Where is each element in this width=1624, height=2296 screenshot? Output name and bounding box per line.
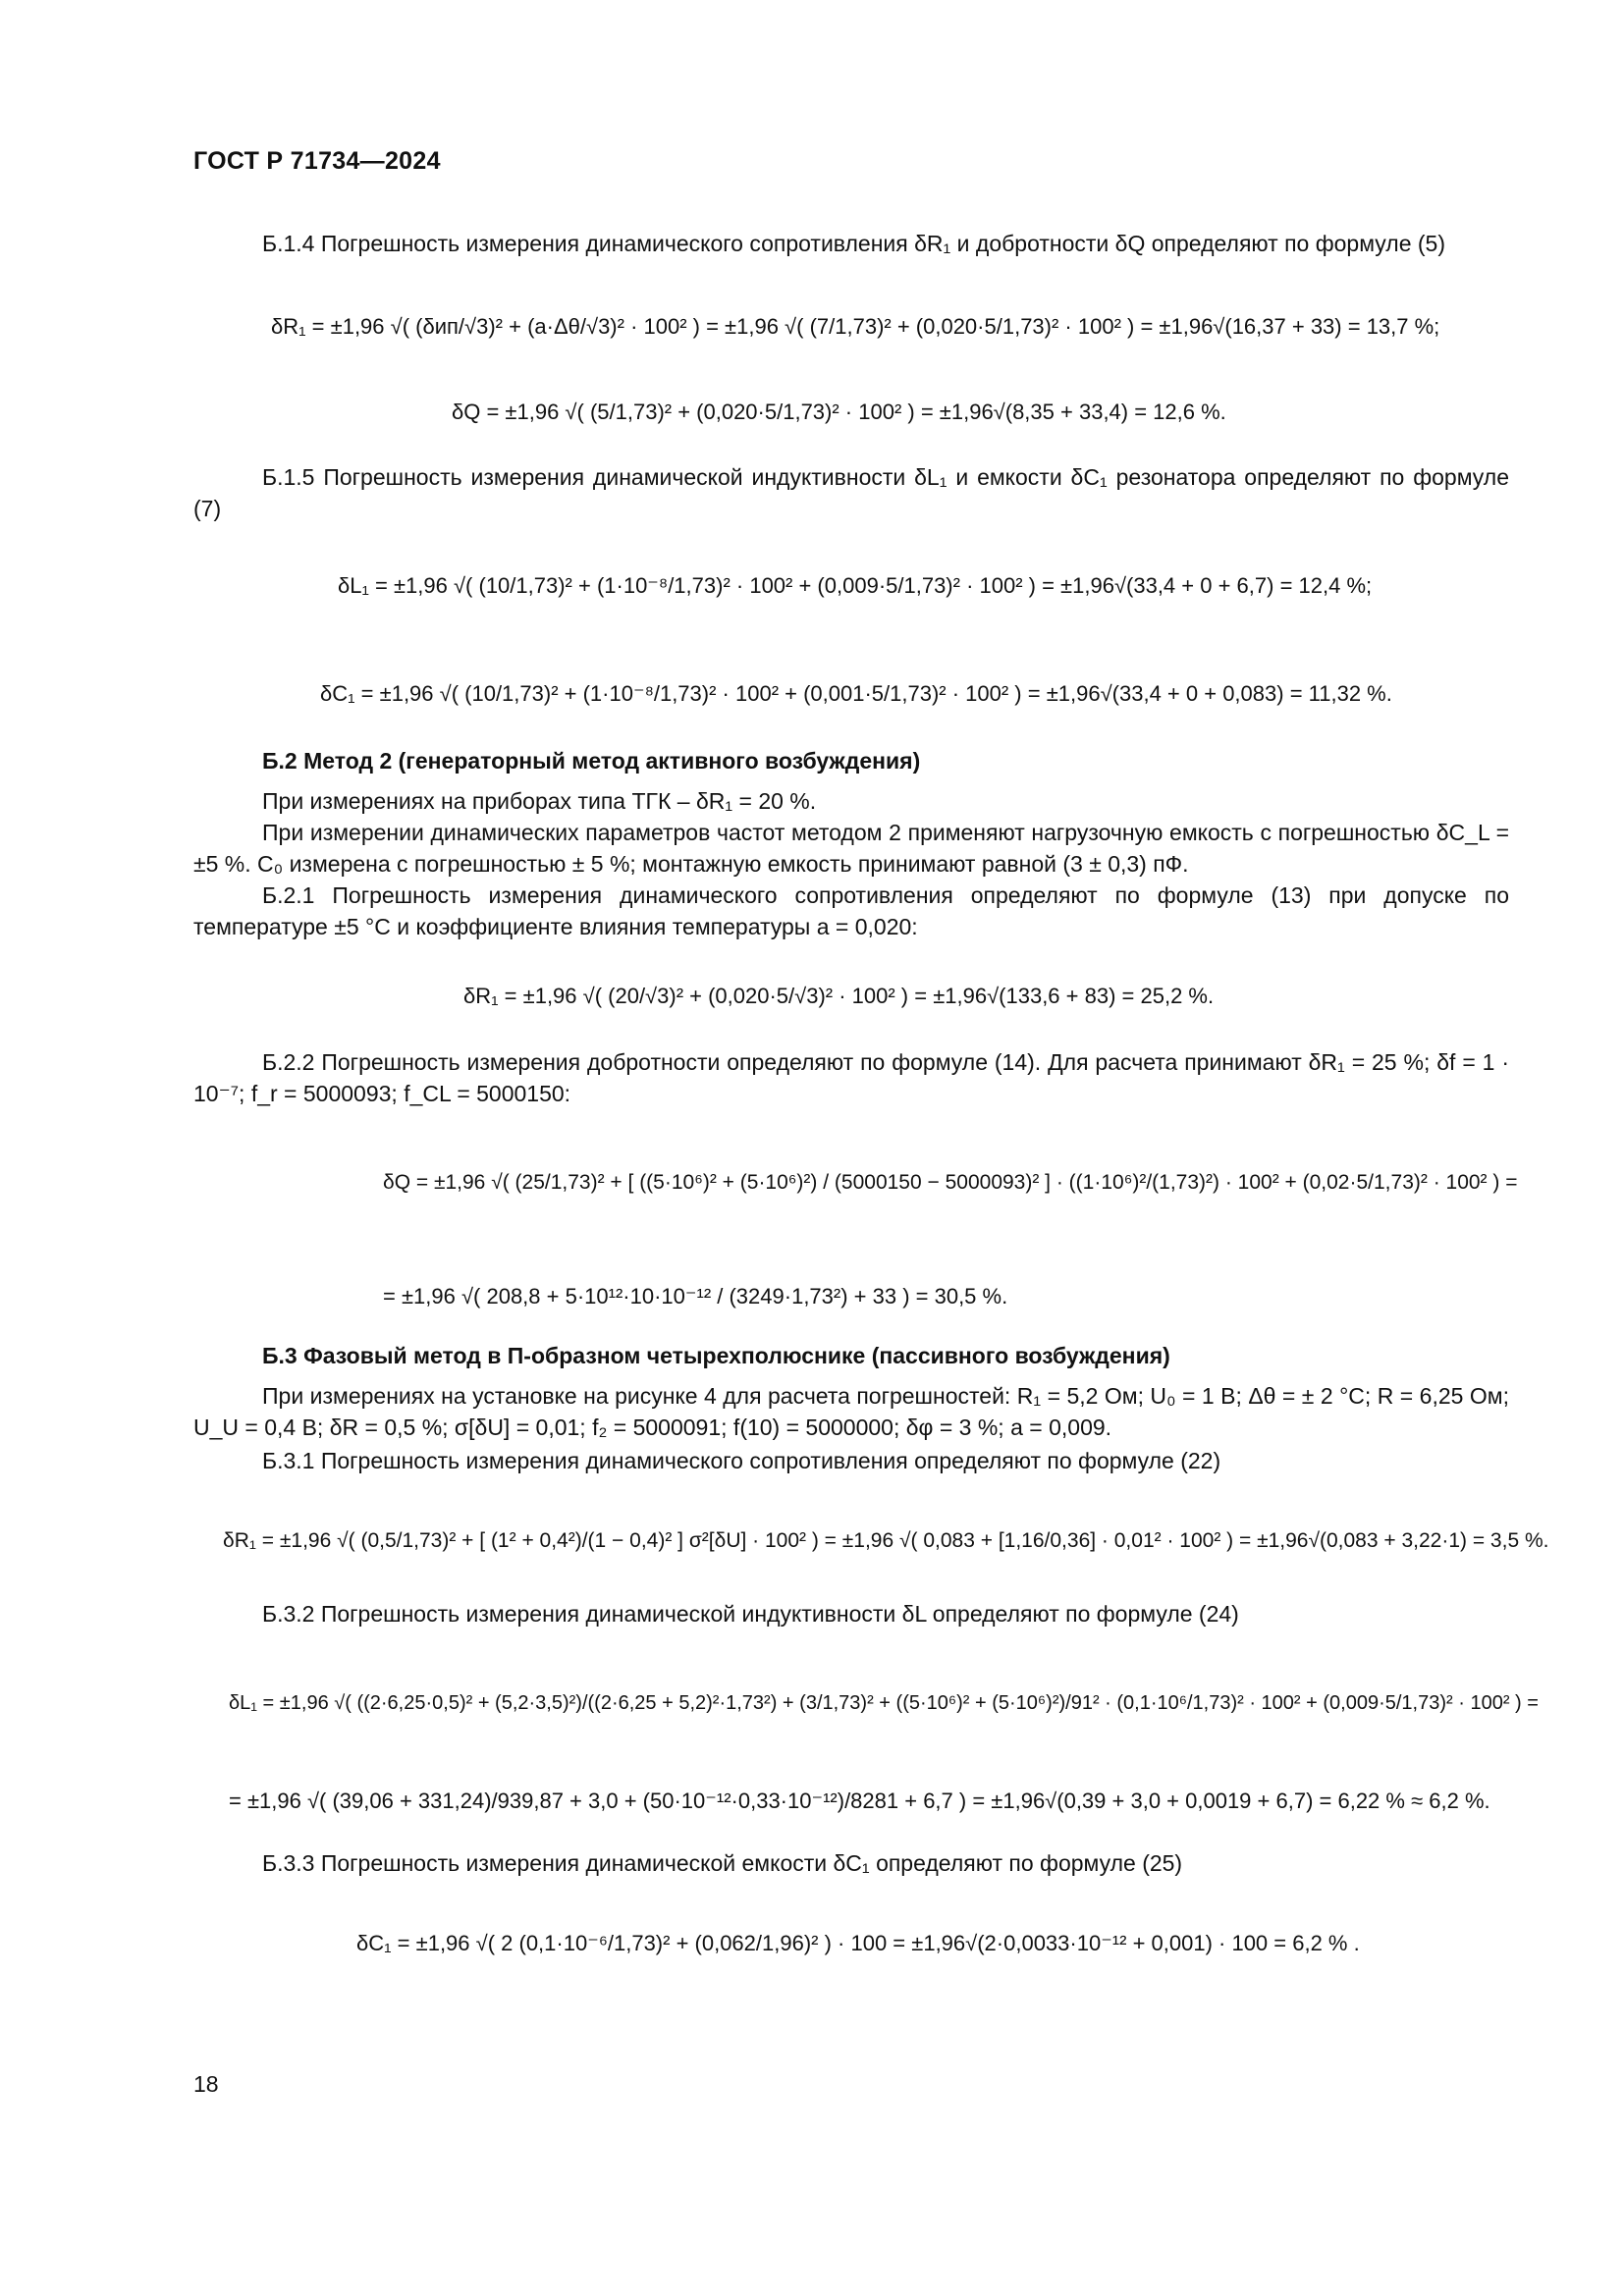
equation-b22-dq-line1: δQ = ±1,96 √( (25/1,73)² + [ ((5·10⁶)² + (5·10⁶)²) / (5000150 − 5000093)² ] · ((1·10⁶)²/(1,73)²) · 100² + (0,02·5/1,73)² · 100² ) =	[383, 1171, 1518, 1194]
section-b2-heading: Б.2 Метод 2 (генераторный метод активного возбуждения)	[262, 748, 921, 774]
section-b3-p1: При измерениях на установке на рисунке 4 для расчета погрешностей: R₁ = 5,2 Ом; U₀ = 1 В; Δθ = ± 2 °С; R = 6,25 Ом; U_U = 0,4 В; δR = 0,5 %; σ[δU] = 0,01; f₂ = 5000091; f(10) = 5000000; δφ = 3 %; a = 0,009.	[193, 1383, 1509, 1440]
section-b2-p2: При измерении динамических параметров частот методом 2 применяют нагрузочную емкость с погрешностью δC_L = ±5 %. C₀ измерена с погрешностью ± 5 %; монтажную емкость принимают равной (3 ± 0,3) пФ.	[193, 820, 1509, 877]
equation-b21-dr1: δR₁ = ±1,96 √( (20/√3)² + (0,020·5/√3)² · 100² ) = ±1,96√(133,6 + 83) = 25,2 %.	[463, 984, 1215, 1008]
section-b22-text: Б.2.2 Погрешность измерения добротности определяют по формуле (14). Для расчета принимают δR₁ = 25 %; δf = 1 · 10⁻⁷; f_r = 5000093; f_CL = 5000150:	[193, 1049, 1509, 1106]
document-header: ГОСТ Р 71734—2024	[193, 147, 441, 175]
section-b33-text: Б.3.3 Погрешность измерения динамической емкости δC₁ определяют по формуле (25)	[262, 1850, 1183, 1876]
equation-b15-dc1: δC₁ = ±1,96 √( (10/1,73)² + (1·10⁻⁸/1,73)² · 100² + (0,001·5/1,73)² · 100² ) = ±1,96√(33,4 + 0 + 0,083) = 11,32 %.	[320, 681, 1392, 706]
page-number: 18	[193, 2071, 219, 2097]
equation-b32-dl1-line2: = ±1,96 √( (39,06 + 331,24)/939,87 + 3,0 + (50·10⁻¹²·0,33·10⁻¹²)/8281 + 6,7 ) = ±1,96√(0,39 + 3,0 + 0,0019 + 6,7) = 6,22 % ≈ 6,2 %.	[229, 1789, 1490, 1813]
section-b2-p1: При измерениях на приборах типа ТГК – δR₁ = 20 %.	[262, 788, 817, 814]
equation-b15-dl1: δL₁ = ±1,96 √( (10/1,73)² + (1·10⁻⁸/1,73)² · 100² + (0,009·5/1,73)² · 100² ) = ±1,96√(33,4 + 0 + 6,7) = 12,4 %;	[338, 573, 1373, 598]
section-b31-text: Б.3.1 Погрешность измерения динамического сопротивления определяют по формуле (22)	[262, 1448, 1221, 1473]
section-b21-text: Б.2.1 Погрешность измерения динамического сопротивления определяют по формуле (13) при допуске по температуре ±5 °С и коэффициенте влияния температуры a = 0,020:	[193, 882, 1509, 939]
section-b15-text: Б.1.5 Погрешность измерения динамической индуктивности δL₁ и емкости δC₁ резонатора определяют по формуле (7)	[193, 464, 1509, 521]
equation-b14-dq: δQ = ±1,96 √( (5/1,73)² + (0,020·5/1,73)² · 100² ) = ±1,96√(8,35 + 33,4) = 12,6 %.	[452, 400, 1226, 424]
equation-b33-dc1: δC₁ = ±1,96 √( 2 (0,1·10⁻⁶/1,73)² + (0,062/1,96)² ) · 100 = ±1,96√(2·0,0033·10⁻¹² + 0,001) · 100 = 6,2 % .	[356, 1931, 1360, 1955]
section-b14-text: Б.1.4 Погрешность измерения динамического сопротивления δR₁ и добротности δQ определяют по формуле (5)	[262, 231, 1445, 256]
section-b3-heading: Б.3 Фазовый метод в П-образном четырехполюснике (пассивного возбуждения)	[262, 1343, 1170, 1368]
equation-b32-dl1-line1: δL₁ = ±1,96 √( ((2·6,25·0,5)² + (5,2·3,5)²)/((2·6,25 + 5,2)²·1,73²) + (3/1,73)² + ((5·10⁶)² + (5·10⁶)²)/91² · (0,1·10⁶/1,73)² · 100² + (0,009·5/1,73)² · 100² ) =	[229, 1692, 1539, 1714]
section-b32-text: Б.3.2 Погрешность измерения динамической индуктивности δL определяют по формуле (24)	[262, 1601, 1239, 1627]
equation-b22-dq-line2: = ±1,96 √( 208,8 + 5·10¹²·10·10⁻¹² / (3249·1,73²) + 33 ) = 30,5 %.	[383, 1284, 1008, 1308]
equation-b31-dr1: δR₁ = ±1,96 √( (0,5/1,73)² + [ (1² + 0,4²)/(1 − 0,4)² ] σ²[δU] · 100² ) = ±1,96 √( 0,083 + [1,16/0,36] · 0,01² · 100² ) = ±1,96√(0,083 + 3,22·1) = 3,5 %.	[223, 1529, 1549, 1552]
equation-b14-dr1: δR₁ = ±1,96 √( (δип/√3)² + (a·Δθ/√3)² · 100² ) = ±1,96 √( (7/1,73)² + (0,020·5/1,73)² · 100² ) = ±1,96√(16,37 + 33) = 13,7 %;	[271, 314, 1440, 339]
